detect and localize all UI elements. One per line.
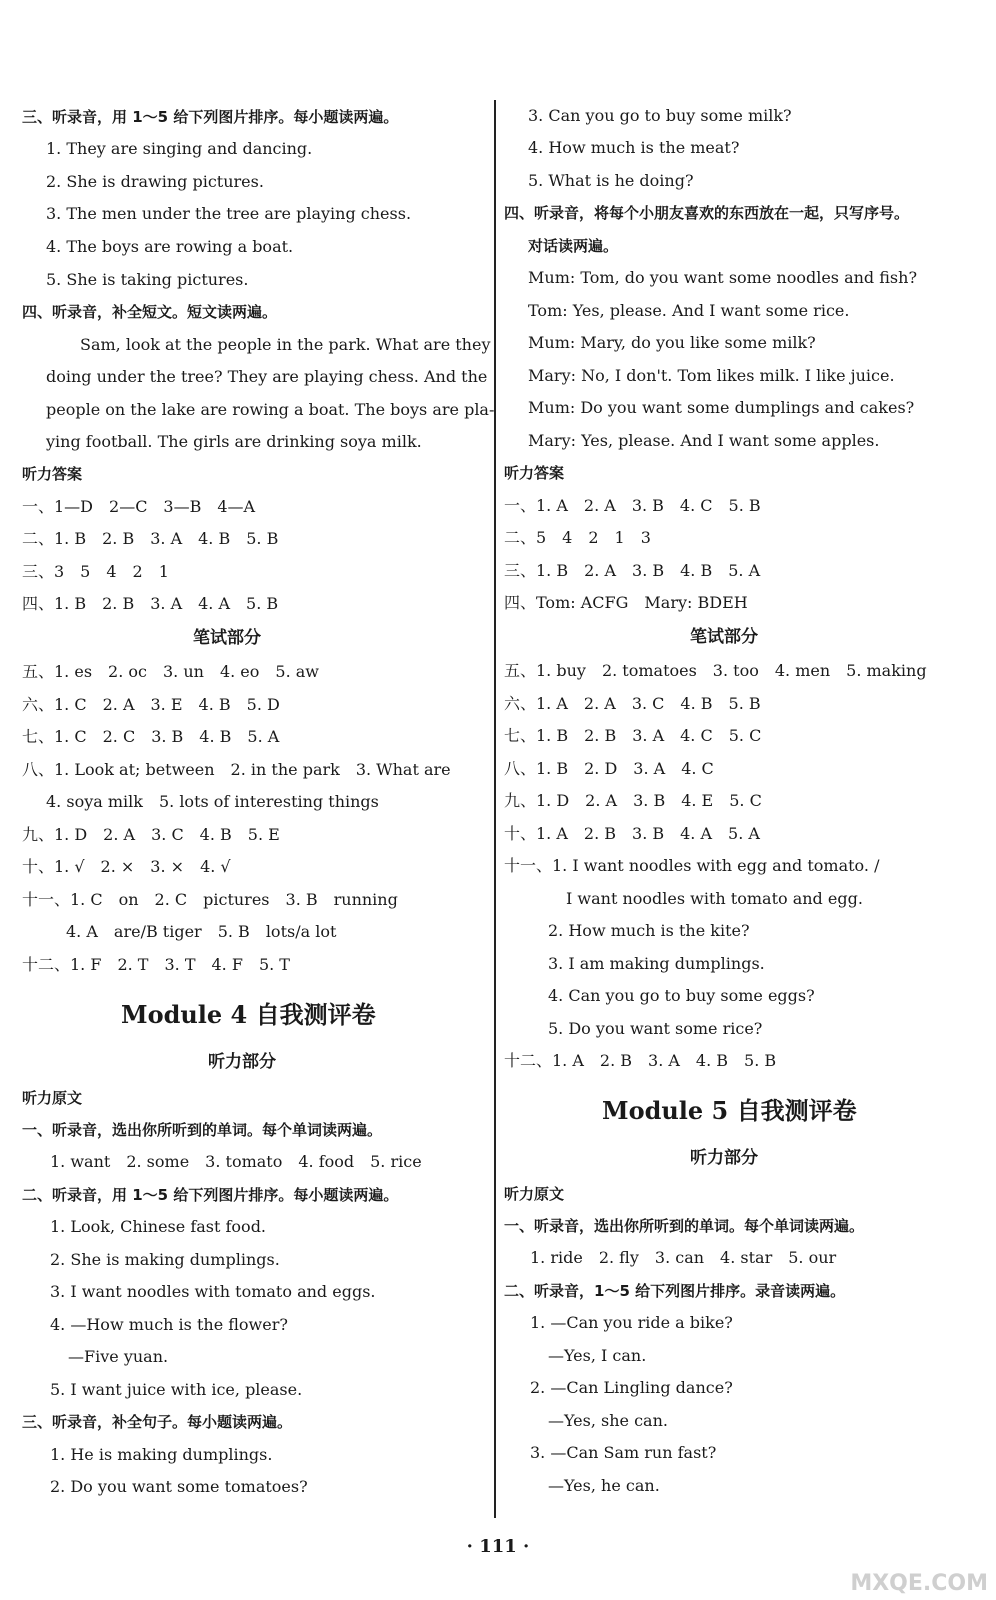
text-line: Mary: Yes, please. And I want some apples. [528,431,880,450]
text-line: 十二、1. A 2. B 3. A 4. B 5. B [504,1051,777,1070]
text-line: 3. Can you go to buy some milk? [528,106,792,125]
text-line: 2. How much is the kite? [548,921,750,940]
text-line: 1. He is making dumplings. [50,1445,273,1464]
text-line: —Five yuan. [68,1347,169,1366]
question-heading: 三、听录音，用 1～5 给下列图片排序。每小题读两遍。 [22,108,399,126]
text-line: 5. What is he doing? [528,171,694,190]
column-divider [494,100,496,1518]
question-heading: 四、听录音，将每个小朋友喜欢的东西放在一起，只写序号。 [504,204,910,222]
text-line: Mum: Do you want some dumplings and cakes? [528,398,915,417]
text-line: 五、1. buy 2. tomatoes 3. too 4. men 5. making [504,661,927,680]
text-line: 5. I want juice with ice, please. [50,1380,303,1399]
text-line: 4. —How much is the flower? [50,1315,288,1334]
text-line: 1. ride 2. fly 3. can 4. star 5. our [530,1248,837,1267]
text-line: 3. I am making dumplings. [548,954,765,973]
question-heading: 三、听录音，补全句子。每小题读两遍。 [22,1413,293,1431]
question-heading: 听力原文 [22,1089,83,1107]
text-line: 三、1. B 2. A 3. B 4. B 5. A [504,561,761,580]
text-line: 5. Do you want some rice? [548,1019,763,1038]
question-heading: 二、听录音，1～5 给下列图片排序。录音读两遍。 [504,1282,846,1300]
module-title: Module 4 自我测评卷 [121,1000,376,1029]
text-line: 1. want 2. some 3. tomato 4. food 5. rice [50,1152,422,1171]
text-line: Tom: Yes, please. And I want some rice. [528,301,850,320]
text-line: 5. She is taking pictures. [46,270,249,289]
section-heading: 笔试部分 [690,627,758,647]
text-line: 4. The boys are rowing a boat. [46,237,294,256]
text-line: 九、1. D 2. A 3. C 4. B 5. E [22,825,280,844]
text-line: 十一、1. C on 2. C pictures 3. B running [22,890,398,909]
text-line: 4. A are/B tiger 5. B lots/a lot [66,922,337,941]
text-line: —Yes, I can. [548,1346,647,1365]
text-line: 七、1. C 2. C 3. B 4. B 5. A [22,727,280,746]
text-line: —Yes, he can. [548,1476,660,1495]
text-line: 2. She is making dumplings. [50,1250,280,1269]
text-line: 九、1. D 2. A 3. B 4. E 5. C [504,791,762,810]
question-heading: 二、听录音，用 1～5 给下列图片排序。每小题读两遍。 [22,1186,399,1204]
section-heading: 听力部分 [208,1052,276,1072]
question-heading: 听力原文 [504,1185,565,1203]
text-line: 4. How much is the meat? [528,138,740,157]
text-line: 五、1. es 2. oc 3. un 4. eo 5. aw [22,662,319,681]
text-line: 三、3 5 4 2 1 [22,562,169,581]
text-line: 4. soya milk 5. lots of interesting things [46,792,379,811]
text-line: Mum: Tom, do you want some noodles and fish? [528,268,918,287]
text-line: 八、1. B 2. D 3. A 4. C [504,759,714,778]
question-heading: 一、听录音，选出你所听到的单词。每个单词读两遍。 [504,1217,865,1235]
text-line: 1. —Can you ride a bike? [530,1313,733,1332]
text-line: 2. Do you want some tomatoes? [50,1477,308,1496]
text-line: 十、1. √ 2. × 3. × 4. √ [22,857,231,876]
text-line: 一、1. A 2. A 3. B 4. C 5. B [504,496,761,515]
text-line: 七、1. B 2. B 3. A 4. C 5. C [504,726,762,745]
text-line: —Yes, she can. [548,1411,668,1430]
text-line: 1. Look, Chinese fast food. [50,1217,267,1236]
text-line: 六、1. A 2. A 3. C 4. B 5. B [504,694,761,713]
text-line: 十二、1. F 2. T 3. T 4. F 5. T [22,955,290,974]
text-line: 四、Tom: ACFG Mary: BDEH [504,593,748,612]
text-line: 八、1. Look at; between 2. in the park 3. What are [22,760,451,779]
text-line: 二、5 4 2 1 3 [504,528,651,547]
text-line: Mary: No, I don't. Tom likes milk. I like juice. [528,366,895,385]
text-line: people on the lake are rowing a boat. The boys are pla- [46,400,495,419]
text-line: 3. I want noodles with tomato and eggs. [50,1282,376,1301]
text-line: 1. They are singing and dancing. [46,139,313,158]
text-line: 二、1. B 2. B 3. A 4. B 5. B [22,529,279,548]
text-line: 四、1. B 2. B 3. A 4. A 5. B [22,594,279,613]
text-line: 3. —Can Sam run fast? [530,1443,717,1462]
page-number: · 111 · [466,1536,530,1557]
text-line: 十一、1. I want noodles with egg and tomato. / [504,856,880,875]
question-heading: 听力答案 [22,465,83,483]
text-line: I want noodles with tomato and egg. [566,889,863,908]
text-line: 4. Can you go to buy some eggs? [548,986,815,1005]
text-line: 十、1. A 2. B 3. B 4. A 5. A [504,824,760,843]
question-heading: 听力答案 [504,464,565,482]
question-heading: 一、听录音，选出你所听到的单词。每个单词读两遍。 [22,1121,383,1139]
text-line: 六、1. C 2. A 3. E 4. B 5. D [22,695,280,714]
section-heading: 听力部分 [690,1148,758,1168]
text-line: ying football. The girls are drinking soya milk. [46,432,422,451]
text-line: 2. —Can Lingling dance? [530,1378,733,1397]
question-heading: 对话读两遍。 [528,237,619,255]
section-heading: 笔试部分 [193,628,261,648]
question-heading: 四、听录音，补全短文。短文读两遍。 [22,303,278,321]
text-line: 3. The men under the tree are playing chess. [46,204,412,223]
text-line: 一、1—D 2—C 3—B 4—A [22,497,256,516]
module-title: Module 5 自我测评卷 [602,1096,857,1125]
corner-watermark: MXQE.COM [850,1571,988,1596]
text-line: 2. She is drawing pictures. [46,172,264,191]
text-line: Sam, look at the people in the park. What are they [80,335,491,354]
text-line: Mum: Mary, do you like some milk? [528,333,816,352]
text-line: doing under the tree? They are playing chess. And the [46,367,488,386]
